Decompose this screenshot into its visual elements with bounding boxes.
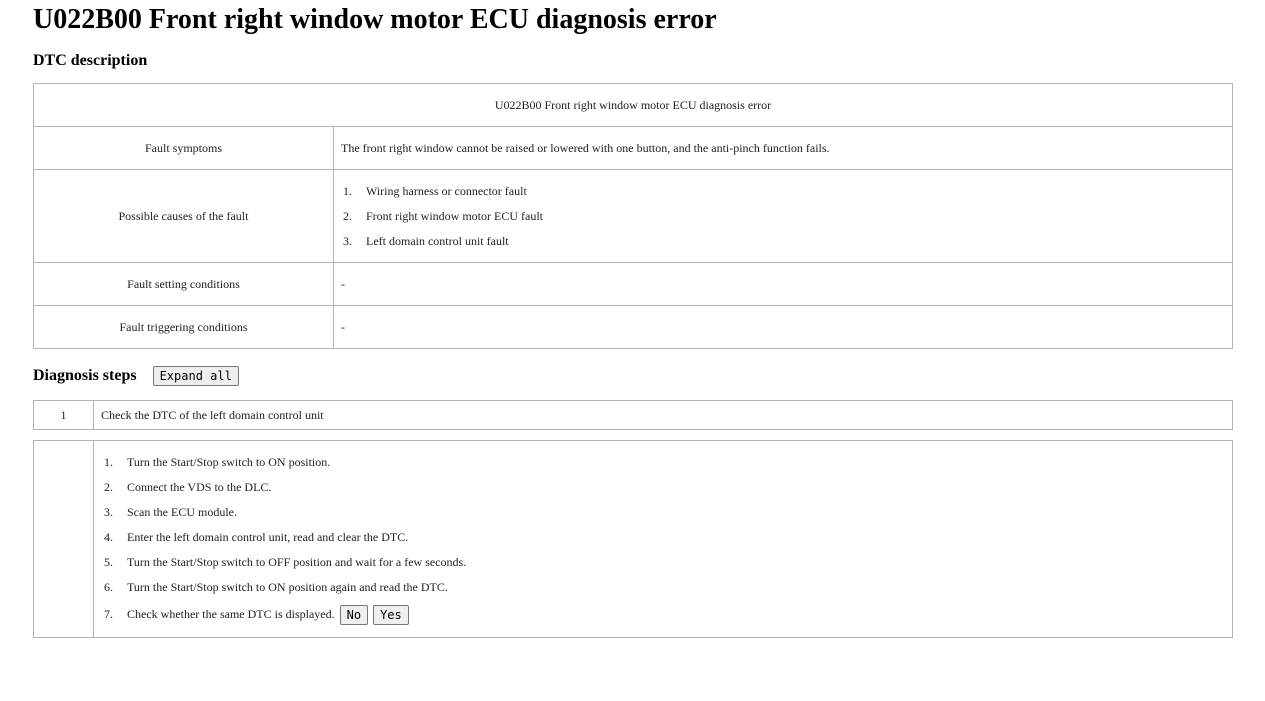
table-row xyxy=(34,306,1233,349)
list-item xyxy=(102,475,1232,500)
possible-causes-list xyxy=(341,179,1232,254)
list-item xyxy=(102,550,1232,575)
list-item-text: Scan the ECU module. xyxy=(127,505,237,519)
list-item-number: 1. xyxy=(343,183,352,198)
list-item xyxy=(102,500,1232,525)
step-procedure xyxy=(94,441,1233,638)
dtc-table-header: U022B00 Front right window motor ECU diagnosis error xyxy=(34,84,1233,127)
list-item xyxy=(341,229,1232,254)
list-item-number: 3. xyxy=(343,233,352,248)
list-item-number: 2. xyxy=(104,480,113,494)
expand-all-button[interactable]: Expand all xyxy=(153,366,239,386)
fault-triggering-conditions-value: - xyxy=(334,306,1233,349)
fault-triggering-conditions-label: Fault triggering conditions xyxy=(34,306,334,349)
procedure-list xyxy=(102,450,1232,628)
list-item-text: Enter the left domain control unit, read and clear the DTC. xyxy=(127,530,409,544)
fault-setting-conditions-label: Fault setting conditions xyxy=(34,263,334,306)
list-item-number: 6. xyxy=(104,580,113,594)
list-item-number: 1. xyxy=(104,455,113,469)
yes-button[interactable]: Yes xyxy=(373,605,409,625)
list-item-number: 4. xyxy=(104,530,113,544)
diagnosis-step-row[interactable] xyxy=(34,401,1233,430)
dtc-description-table xyxy=(33,83,1233,349)
list-item xyxy=(102,600,1232,628)
list-item-number: 5. xyxy=(104,555,113,569)
possible-causes-value xyxy=(334,170,1233,263)
table-row xyxy=(34,127,1233,170)
list-item-text: Left domain control unit fault xyxy=(366,233,509,248)
list-item-number: 2. xyxy=(343,208,352,223)
list-item-number: 3. xyxy=(104,505,113,519)
table-row xyxy=(34,170,1233,263)
dtc-description-heading: DTC description xyxy=(33,52,148,69)
fault-symptoms-value: The front right window cannot be raised or lowered with one button, and the anti-pinch function fails. xyxy=(334,127,1233,170)
diagnosis-step-detail xyxy=(33,440,1233,638)
list-item-text: Turn the Start/Stop switch to OFF position and wait for a few seconds. xyxy=(127,555,467,569)
fault-symptoms-label: Fault symptoms xyxy=(34,127,334,170)
list-item xyxy=(341,204,1232,229)
step-title[interactable]: Check the DTC of the left domain control unit xyxy=(94,401,1233,430)
list-item xyxy=(102,525,1232,550)
diagnosis-steps-heading: Diagnosis steps xyxy=(33,367,137,384)
diagnosis-steps-header xyxy=(33,365,239,387)
step-detail-gutter xyxy=(34,441,94,638)
fault-setting-conditions-value: - xyxy=(334,263,1233,306)
list-item-text: Turn the Start/Stop switch to ON position. xyxy=(127,455,331,469)
list-item-number: 7. xyxy=(104,607,113,621)
list-item-text: Front right window motor ECU fault xyxy=(366,208,543,223)
diagnosis-step-table xyxy=(33,400,1233,430)
step-number: 1 xyxy=(34,401,94,430)
list-item-text: Check whether the same DTC is displayed. xyxy=(127,607,335,621)
list-item-text: Connect the VDS to the DLC. xyxy=(127,480,272,494)
list-item-text: Wiring harness or connector fault xyxy=(366,183,527,198)
table-row xyxy=(34,84,1233,127)
table-row xyxy=(34,441,1233,638)
list-item xyxy=(341,179,1232,204)
table-row xyxy=(34,263,1233,306)
no-button[interactable]: No xyxy=(340,605,368,625)
list-item xyxy=(102,450,1232,475)
possible-causes-label: Possible causes of the fault xyxy=(34,170,334,263)
list-item xyxy=(102,575,1232,600)
list-item-text: Turn the Start/Stop switch to ON position again and read the DTC. xyxy=(127,580,448,594)
page-title: U022B00 Front right window motor ECU diagnosis error xyxy=(33,4,717,35)
